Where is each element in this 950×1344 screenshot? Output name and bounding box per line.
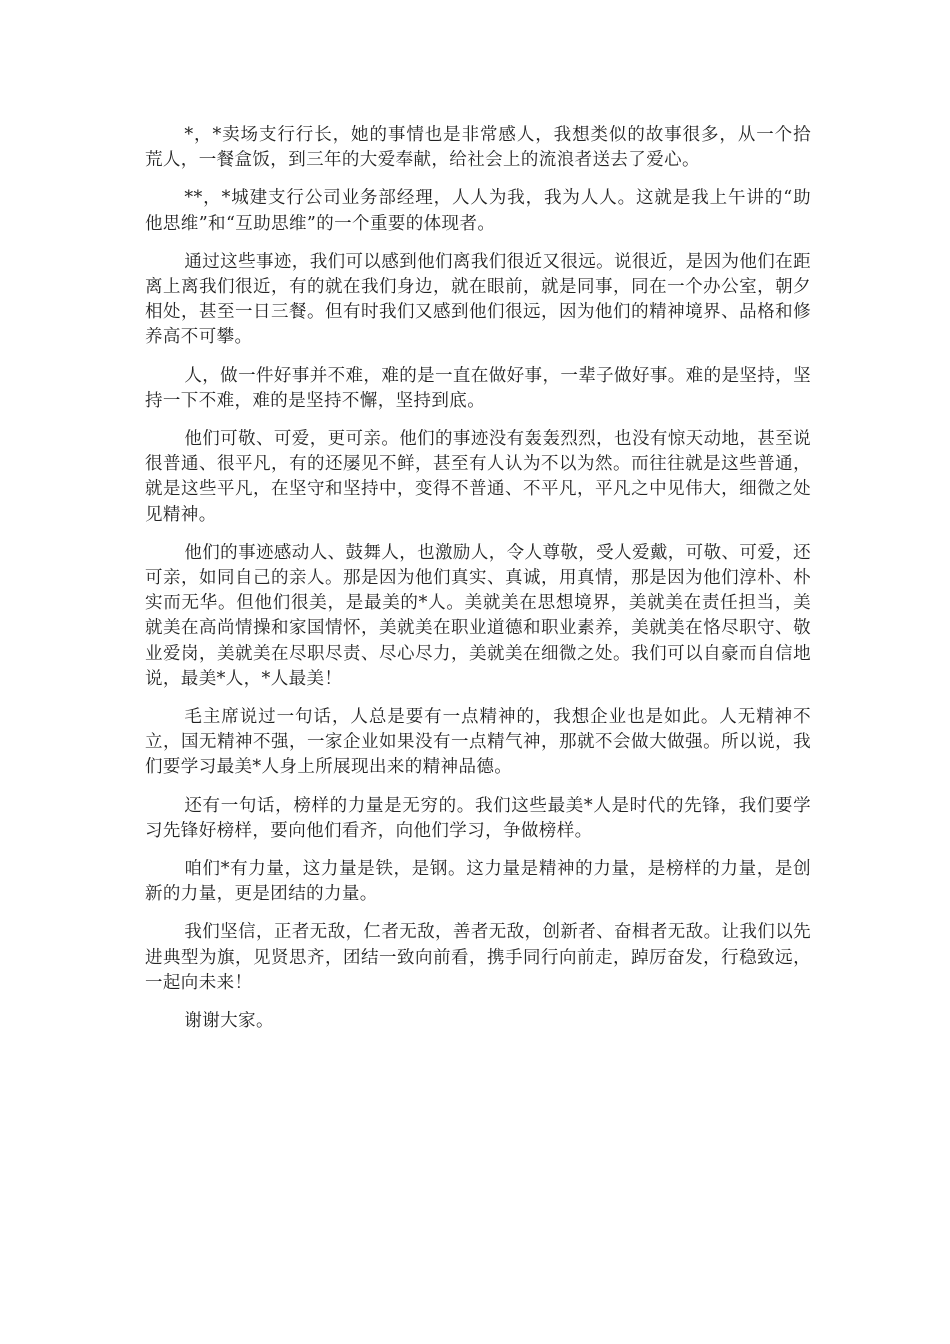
paragraph-10: 我们坚信，正者无敌，仁者无敌，善者无敌，创新者、奋楫者无敌。让我们以先进典型为旗，见贤思齐，团结一致向前看，携手同行向前走，踔厉奋发，行稳致远，一起向未来！	[145, 922, 811, 993]
paragraph-8: 还有一句话，榜样的力量是无穷的。我们这些最美*人是时代的先锋，我们要学习先锋好榜样，要向他们看齐，向他们学习，争做榜样。	[145, 795, 811, 841]
paragraph-3: 通过这些事迹，我们可以感到他们离我们很近又很远。说很近，是因为他们在距离上离我们很近，有的就在我们身边，就在眼前，就是同事，同在一个办公室，朝夕相处，甚至一日三餐。但有时我们又感到他们很远，因为他们的精神境界、品格和修养高不可攀。	[145, 251, 811, 348]
paragraph-1: *，*卖场支行行长，她的事情也是非常感人，我想类似的故事很多，从一个拾荒人，一餐盒饭，到三年的大爱奉献，给社会上的流浪者送去了爱心。	[145, 125, 811, 171]
paragraph-6: 他们的事迹感动人、鼓舞人，也激励人，令人尊敬，受人爱戴，可敬、可爱，还可亲，如同自己的亲人。那是因为他们真实、真诚，用真情，那是因为他们淳朴、朴实而无华。但他们很美，是最美的*人。美就美在思想境界，美就美在责任担当，美就美在高尚情操和家国情怀，美就美在职业道德和职业素养，美就美在恪尽职守、敬业爱岗，美就美在尽职尽责、尽心尽力，美就美在细微之处。我们可以自豪而自信地说，最美*人，*人最美！	[145, 542, 811, 689]
paragraph-4: 人，做一件好事并不难，难的是一直在做好事，一辈子做好事。难的是坚持，坚持一下不难，难的是坚持不懈，坚持到底。	[145, 365, 811, 411]
paragraph-7: 毛主席说过一句话，人总是要有一点精神的，我想企业也是如此。人无精神不立，国无精神不强，一家企业如果没有一点精气神，那就不会做大做强。所以说，我们要学习最美*人身上所展现出来的精神品德。	[145, 707, 811, 778]
document-page	[145, 123, 811, 1047]
paragraph-2: **，*城建支行公司业务部经理，人人为我，我为人人。这就是我上午讲的“助他思维”和“互助思维”的一个重要的体现者。	[145, 188, 811, 234]
paragraph-11: 谢谢大家。	[184, 1011, 274, 1032]
paragraph-5: 他们可敬、可爱，更可亲。他们的事迹没有轰轰烈烈，也没有惊天动地，甚至说很普通、很平凡，有的还屡见不鲜，甚至有人认为不以为然。而往往就是这些普通，就是这些平凡，在坚守和坚持中，变得不普通、不平凡，平凡之中见伟大，细微之处见精神。	[145, 429, 811, 525]
paragraph-9: 咱们*有力量，这力量是铁，是钢。这力量是精神的力量，是榜样的力量，是创新的力量，更是团结的力量。	[145, 859, 811, 905]
